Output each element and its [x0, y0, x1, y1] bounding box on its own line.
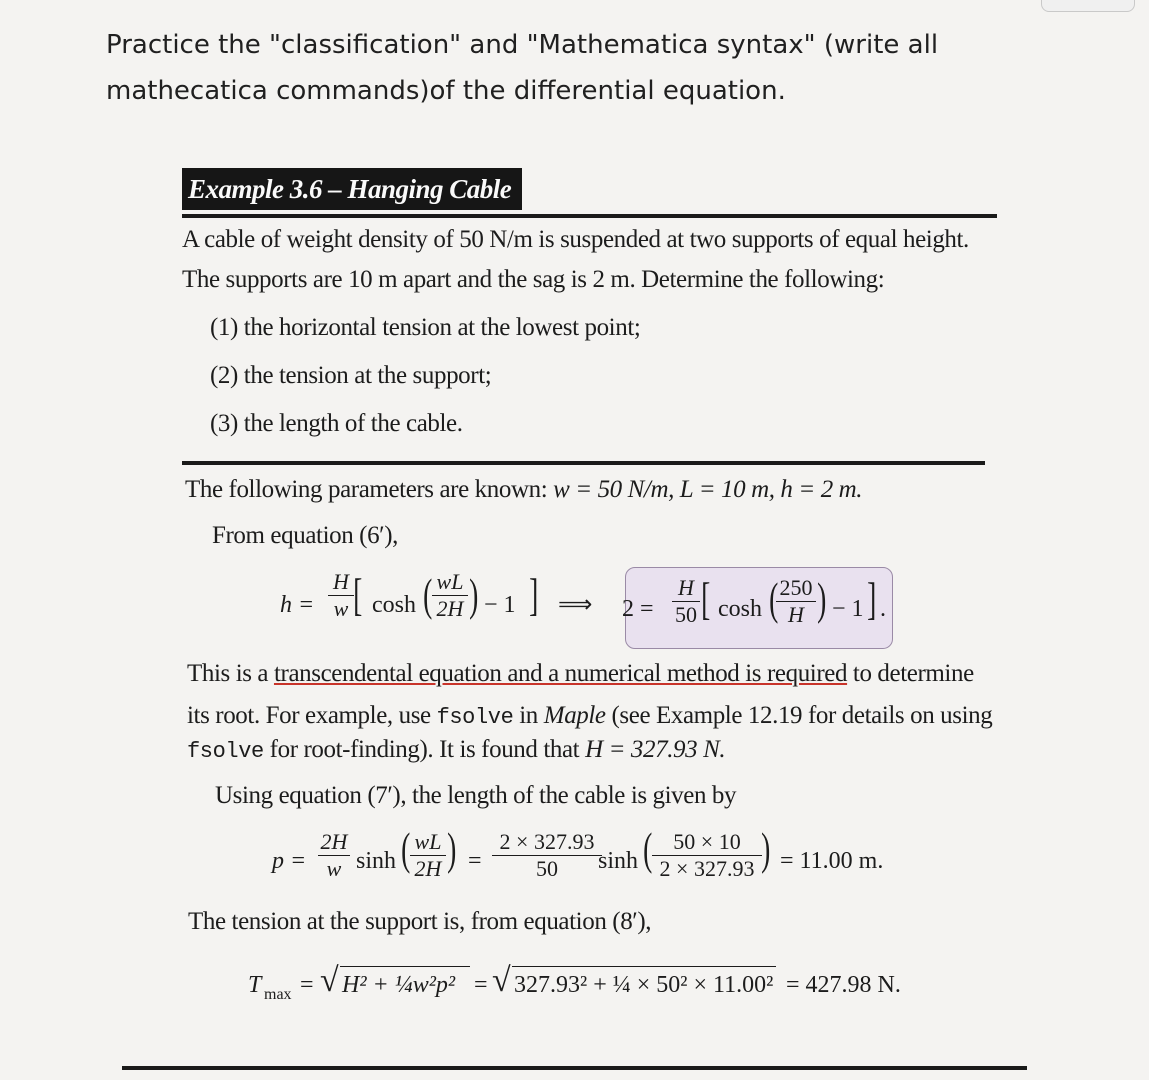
example-title: Example 3.6 – Hanging Cable	[182, 168, 522, 210]
prompt-line-2: mathecatica commands)of the differential equation.	[106, 76, 786, 106]
eq1-inner-num: wL	[436, 569, 464, 594]
eq1-cosh: cosh	[372, 592, 416, 618]
eq3-lhs-subscript: max	[264, 986, 292, 1003]
eq2-left-paren: (	[401, 823, 411, 874]
eq1-rhs-inner-num: 250	[779, 575, 813, 600]
length-equation	[272, 823, 912, 896]
eq2-lhs: p =	[272, 848, 307, 874]
sqrt-bar-2	[512, 966, 776, 967]
sqrt-bar-1	[340, 966, 470, 967]
eq1-rhs-inner-fraction	[776, 576, 816, 627]
eq2-f2-num: wL	[414, 829, 442, 854]
h-result: H = 327.93 N.	[585, 736, 726, 763]
eq1-inner-den: 2H	[436, 596, 464, 621]
transcendental-line-1	[187, 660, 974, 688]
eq2-fraction-wl-over-2h	[410, 830, 446, 881]
eq3-radicand-2: 327.93² + ¼ × 50² × 11.00²	[514, 972, 774, 998]
eq1-frac-den: w	[333, 596, 349, 621]
eq2-f3-den: 50	[536, 856, 558, 881]
eq1-rhs-cosh: cosh	[718, 596, 762, 622]
params-prefix: The following parameters are known:	[185, 476, 548, 503]
task-item-1: (1) the horizontal tension at the lowest point;	[210, 314, 641, 341]
eq3-radicand-1: H² + ¼w²p²	[342, 972, 456, 998]
eq1-rhs-frac-den: 50	[675, 602, 697, 627]
tension-text: The tension at the support is, from equation (8′),	[188, 908, 652, 935]
eq1-fraction-wl-over-2h	[432, 570, 468, 621]
eq2-result: = 11.00 m.	[780, 848, 884, 874]
eq2-sinh: sinh	[356, 848, 397, 874]
window-tab-corner	[1041, 0, 1135, 12]
eq1-left-bracket: [	[353, 569, 363, 620]
transcendental-line-3	[187, 736, 725, 764]
prompt-line-1: Practice the "classification" and "Mathematica syntax" (write all	[106, 30, 939, 60]
eq1-right-bracket: ]	[529, 569, 539, 620]
task-item-2: (2) the tension at the support;	[210, 362, 492, 389]
eq3-result: = 427.98 N.	[786, 972, 901, 998]
eq3-equals-1: =	[300, 972, 314, 998]
eq2-f4-num: 50 × 10	[673, 829, 741, 854]
highlighted-equation-box	[622, 567, 893, 649]
eq2-f3-num: 2 × 327.93	[499, 829, 595, 854]
eq1-rhs-frac-num: H	[678, 575, 694, 600]
from-equation-6: From equation (6′),	[212, 522, 399, 549]
eq1-fraction-h-over-w	[328, 570, 354, 621]
bottom-rule	[122, 1066, 1027, 1070]
eq2-right-paren: )	[447, 823, 457, 874]
eq2-f1-den: w	[326, 856, 342, 881]
task-item-3: (3) the length of the cable.	[210, 410, 463, 437]
transcendental-line-2	[187, 702, 992, 730]
eq1-rhs-lhs: 2 =	[622, 596, 654, 622]
eq1-rhs-left-bracket: [	[701, 573, 711, 624]
eq1-rhs-right-paren: )	[817, 573, 827, 624]
eq1-frac-num: H	[333, 569, 349, 594]
text-run: to determine	[847, 660, 974, 687]
eq2-f4-den: 2 × 327.93	[659, 856, 755, 881]
eq1-right-paren: )	[469, 569, 479, 620]
eq1-rhs-left-paren: (	[769, 573, 779, 624]
eq2-left-paren-2: (	[643, 823, 653, 874]
eq1-lhs: h =	[280, 592, 315, 618]
maple-name: Maple	[543, 702, 606, 729]
eq1-left-paren: (	[423, 569, 433, 620]
eq2-f2-den: 2H	[414, 856, 442, 881]
eq1-rhs-inner-den: H	[788, 602, 804, 627]
eq3-lhs: T	[248, 972, 262, 998]
middle-rule	[182, 461, 985, 465]
text-run: in	[513, 702, 544, 729]
text-run: (see Example 12.19 for details on using	[605, 702, 993, 729]
statement-line-2: The supports are 10 m apart and the sag is 2 m. Determine the following:	[182, 266, 885, 293]
sqrt-sign-1: √	[320, 962, 339, 999]
code-fsolve: fsolve	[187, 739, 264, 764]
eq1-rhs-fraction	[672, 576, 700, 627]
statement-line-1: A cable of weight density of 50 N/m is suspended at two supports of equal height.	[182, 226, 969, 253]
text-run: for root-finding). It is found that	[263, 736, 586, 763]
text-run: This is a	[187, 660, 274, 687]
eq2-f1-num: 2H	[320, 829, 348, 854]
eq2-fraction-2h-over-w	[318, 830, 350, 881]
tension-equation	[248, 958, 928, 1008]
implies-arrow: ⟹	[558, 592, 593, 618]
eq2-right-paren-2: )	[761, 823, 771, 874]
eq1-rhs-minus-one: − 1	[832, 596, 864, 622]
using-equation-7: Using equation (7′), the length of the cable is given by	[215, 782, 737, 809]
sqrt-sign-2: √	[492, 962, 511, 999]
known-parameters	[185, 476, 862, 504]
eq2-sinh-2: sinh	[598, 848, 639, 874]
params-math: w = 50 N/m, L = 10 m, h = 2 m.	[553, 476, 863, 503]
text-run: its root. For example, use	[187, 702, 437, 729]
eq1-rhs-end: .	[880, 596, 886, 622]
eq1-rhs-right-bracket: ]	[867, 573, 877, 624]
eq2-fraction-numeric	[492, 830, 602, 881]
top-rule	[182, 214, 997, 218]
question-prompt	[106, 22, 1066, 114]
code-fsolve: fsolve	[436, 705, 514, 730]
eq2-fraction-inner-numeric	[652, 830, 762, 881]
eq1-minus-one: − 1	[484, 592, 516, 618]
eq2-equals: =	[468, 848, 482, 874]
underlined-phrase: transcendental equation and a numerical method is required	[273, 660, 848, 687]
eq3-equals-2: =	[474, 972, 488, 998]
